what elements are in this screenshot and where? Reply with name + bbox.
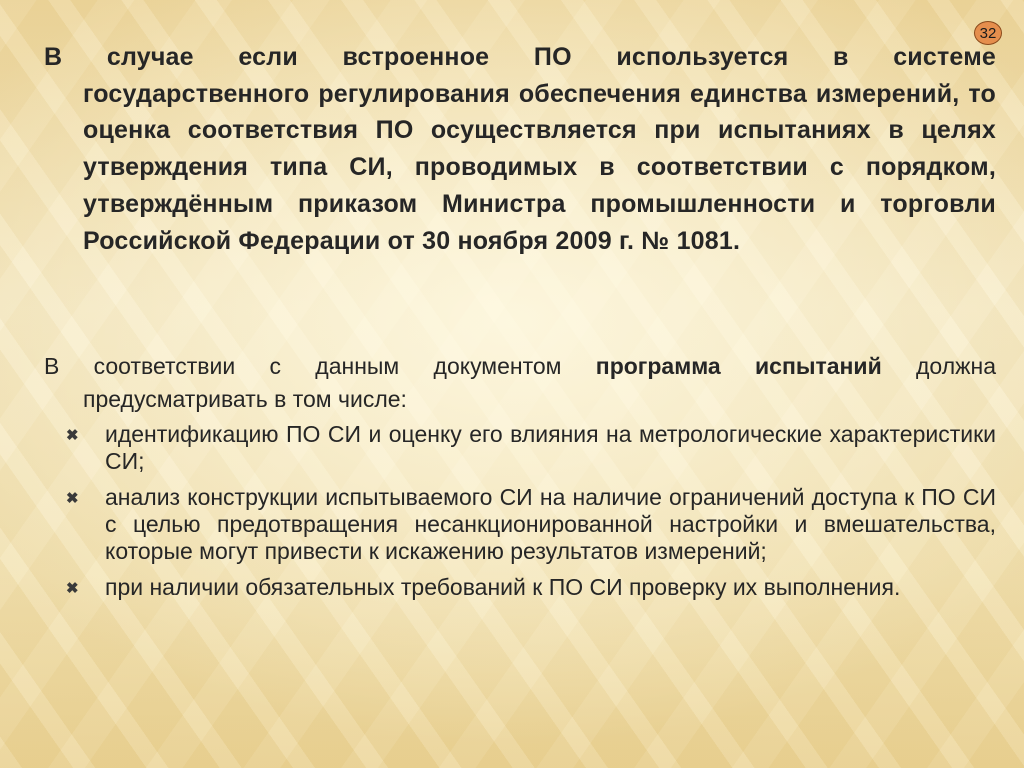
list-item: [60, 421, 996, 475]
requirements-list: [60, 421, 996, 610]
program-intro-suffix: должна: [916, 353, 997, 379]
program-intro-emphasis: программа испытаний: [595, 353, 882, 379]
x-mark-icon: ✖: [66, 580, 79, 597]
list-item-text: анализ конструкции испытываемого СИ на наличие ограничений доступа к ПО СИ с целью предотвращения несанкционированной настройки и вмешательства, которые могут привести к искажению результатов измерений;: [105, 484, 996, 564]
main-paragraph-first-line: В случае если встроенное ПО используется в системе: [44, 43, 996, 71]
list-item: [60, 574, 996, 601]
list-item-text: при наличии обязательных требований к ПО СИ проверку их выполнения.: [105, 574, 901, 600]
program-intro-paragraph: [44, 350, 996, 416]
slide-number-badge: 32: [974, 21, 1002, 45]
program-intro-continuation: предусматривать в том числе:: [83, 386, 407, 412]
x-mark-icon: ✖: [66, 427, 79, 444]
program-intro-first-line: [44, 350, 996, 383]
main-paragraph: [44, 39, 996, 259]
list-item-text: идентификацию ПО СИ и оценку его влияния на метрологические характеристики СИ;: [105, 421, 996, 474]
main-paragraph-continuation: государственного регулирования обеспечения единства измерений, то оценка соответствия ПО осуществляется при испытаниях в целях утверждения типа СИ, проводимых в соответствии с порядком, утверждённым приказом Министра промышленности и торговли Российской Федерации от 30 ноября 2009 г. № 1081.: [83, 79, 996, 255]
list-item: [60, 484, 996, 565]
program-intro-prefix: В соответствии с данным документом: [44, 353, 562, 379]
x-mark-icon: ✖: [66, 490, 79, 507]
